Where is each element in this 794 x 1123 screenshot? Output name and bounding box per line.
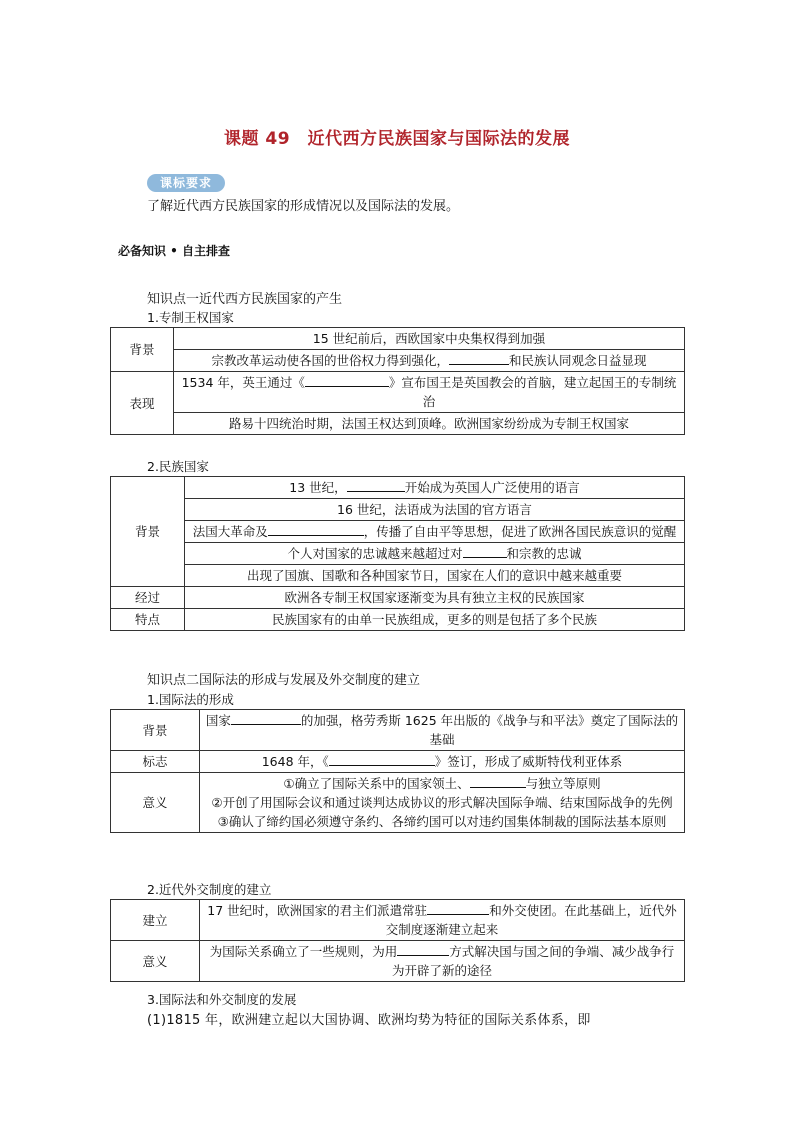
- section-heading: 必备知识 • 自主排查: [118, 244, 231, 258]
- table-row: [111, 350, 685, 372]
- fill-blank[interactable]: [347, 478, 405, 492]
- cell-text: 宗教改革运动使各国的世俗权力得到强化，: [211, 353, 449, 368]
- cell-text: 1648 年，《: [261, 754, 329, 769]
- cell-text: 和民族认同观念日益显现: [509, 353, 647, 368]
- row-header: 建立: [111, 900, 200, 941]
- table-absolute-monarchy: [110, 327, 685, 435]
- row-header: 意义: [111, 773, 200, 833]
- table-diplomacy: [110, 899, 685, 982]
- table-row: [111, 477, 685, 499]
- fill-blank[interactable]: [231, 711, 301, 725]
- cell: [200, 710, 685, 751]
- cell-text: 和外交使团。在此基础上，近代外交制度逐渐建立起来: [385, 903, 677, 937]
- cell-text: 法国大革命及: [192, 524, 268, 539]
- row-header: 背景: [111, 710, 200, 751]
- row-header: 特点: [111, 609, 185, 631]
- table-row: [111, 328, 685, 350]
- kp2-title: 知识点二国际法的形成与发展及外交制度的建立: [147, 673, 421, 688]
- cell: [185, 477, 685, 499]
- kp2-sub2-title: 2.近代外交制度的建立: [147, 882, 272, 897]
- cell-text: 国家: [205, 713, 231, 728]
- cell: 出现了国旗、国歌和各种国家节日，国家在人们的意识中越来越重要: [185, 565, 685, 587]
- table-row: [111, 565, 685, 587]
- table-row: [111, 900, 685, 941]
- cell: 路易十四统治时期，法国王权达到顶峰。欧洲国家纷纷成为专制王权国家: [174, 413, 685, 435]
- cell-text: 》宣布国王是英国教会的首脑，建立起国王的专制统治: [388, 375, 677, 409]
- table-row: [111, 543, 685, 565]
- cell-text: 13 世纪，: [289, 480, 347, 495]
- row-header: 背景: [111, 328, 174, 372]
- cell: 16 世纪，法语成为法国的官方语言: [185, 499, 685, 521]
- row-header: 背景: [111, 477, 185, 587]
- table-row: [111, 751, 685, 773]
- cell: [200, 900, 685, 941]
- table-row: [111, 941, 685, 982]
- fill-blank[interactable]: [463, 544, 507, 558]
- cell-text: 17 世纪时，欧洲国家的君主们派遣常驻: [207, 903, 428, 918]
- fill-blank[interactable]: [449, 351, 509, 365]
- cell: [200, 751, 685, 773]
- table-row: [111, 499, 685, 521]
- table-row: [111, 773, 685, 833]
- row-header: 标志: [111, 751, 200, 773]
- row-header: 经过: [111, 587, 185, 609]
- cell: 15 世纪前后，西欧国家中央集权得到加强: [174, 328, 685, 350]
- table-row: [111, 587, 685, 609]
- cell-text: 1534 年，英王通过《: [181, 375, 305, 390]
- cell-text: 开始成为英国人广泛使用的语言: [404, 480, 580, 495]
- cell-text: 》签订，形成了威斯特伐利亚体系: [434, 754, 623, 769]
- kp2-sub3-title: 3.国际法和外交制度的发展: [147, 992, 297, 1007]
- cell-text: 的加强，格劳秀斯 1625 年出版的《战争与和平法》奠定了国际法的基础: [300, 713, 679, 747]
- cell: [200, 773, 685, 833]
- cell-text: 和宗教的忠诚: [506, 546, 582, 561]
- kp1-sub2-title: 2.民族国家: [147, 459, 209, 474]
- table-international-law: [110, 709, 685, 833]
- significance-item: ②开创了用国际会议和通过谈判达成协议的形式解决国际争端、结束国际战争的先例: [211, 795, 673, 810]
- cell: 欧洲各专制王权国家逐渐变为具有独立主权的民族国家: [185, 587, 685, 609]
- significance-item: [204, 774, 680, 793]
- table-row: [111, 372, 685, 413]
- requirement-text: 了解近代西方民族国家的形成情况以及国际法的发展。: [147, 199, 460, 214]
- cell: [185, 521, 685, 543]
- cell: [174, 350, 685, 372]
- fill-blank[interactable]: [305, 373, 389, 387]
- row-header: 意义: [111, 941, 200, 982]
- cell: [185, 543, 685, 565]
- cell-text: ，传播了自由平等思想，促进了欧洲各国民族意识的觉醒: [363, 524, 677, 539]
- curriculum-badge: 课标要求: [147, 174, 225, 192]
- table-row: [111, 710, 685, 751]
- fill-blank[interactable]: [427, 901, 489, 915]
- cell: 民族国家有的由单一民族组成，更多的则是包括了多个民族: [185, 609, 685, 631]
- table-row: [111, 521, 685, 543]
- paragraph: (1)1815 年，欧洲建立起以大国协调、欧洲均势为特征的国际关系体系，即: [147, 1013, 591, 1028]
- table-nation-state: [110, 476, 685, 631]
- cell-text: 个人对国家的忠诚越来越超过对: [287, 546, 463, 561]
- kp1-sub1-title: 1.专制王权国家: [147, 310, 234, 325]
- fill-blank[interactable]: [329, 752, 435, 766]
- table-row: [111, 609, 685, 631]
- cell: [174, 372, 685, 413]
- table-row: [111, 413, 685, 435]
- kp1-title: 知识点一近代西方民族国家的产生: [147, 292, 343, 307]
- page-title: 课题 49 近代西方民族国家与国际法的发展: [223, 129, 571, 149]
- fill-blank[interactable]: [397, 942, 449, 956]
- cell-text: ①确立了国际关系中的国家领土、: [283, 776, 470, 791]
- kp2-sub1-title: 1.国际法的形成: [147, 692, 234, 707]
- fill-blank[interactable]: [470, 774, 526, 788]
- cell-text: 为国际关系确立了一些规则，为用: [209, 944, 398, 959]
- significance-item: ③确认了缔约国必须遵守条约、各缔约国可以对违约国集体制裁的国际法基本原则: [217, 814, 667, 829]
- cell-text: 与独立等原则: [525, 776, 601, 791]
- cell: [200, 941, 685, 982]
- cell-text: 方式解决国与国之间的争端、减少战争行为开辟了新的途径: [391, 944, 675, 978]
- fill-blank[interactable]: [268, 522, 364, 536]
- row-header: 表现: [111, 372, 174, 435]
